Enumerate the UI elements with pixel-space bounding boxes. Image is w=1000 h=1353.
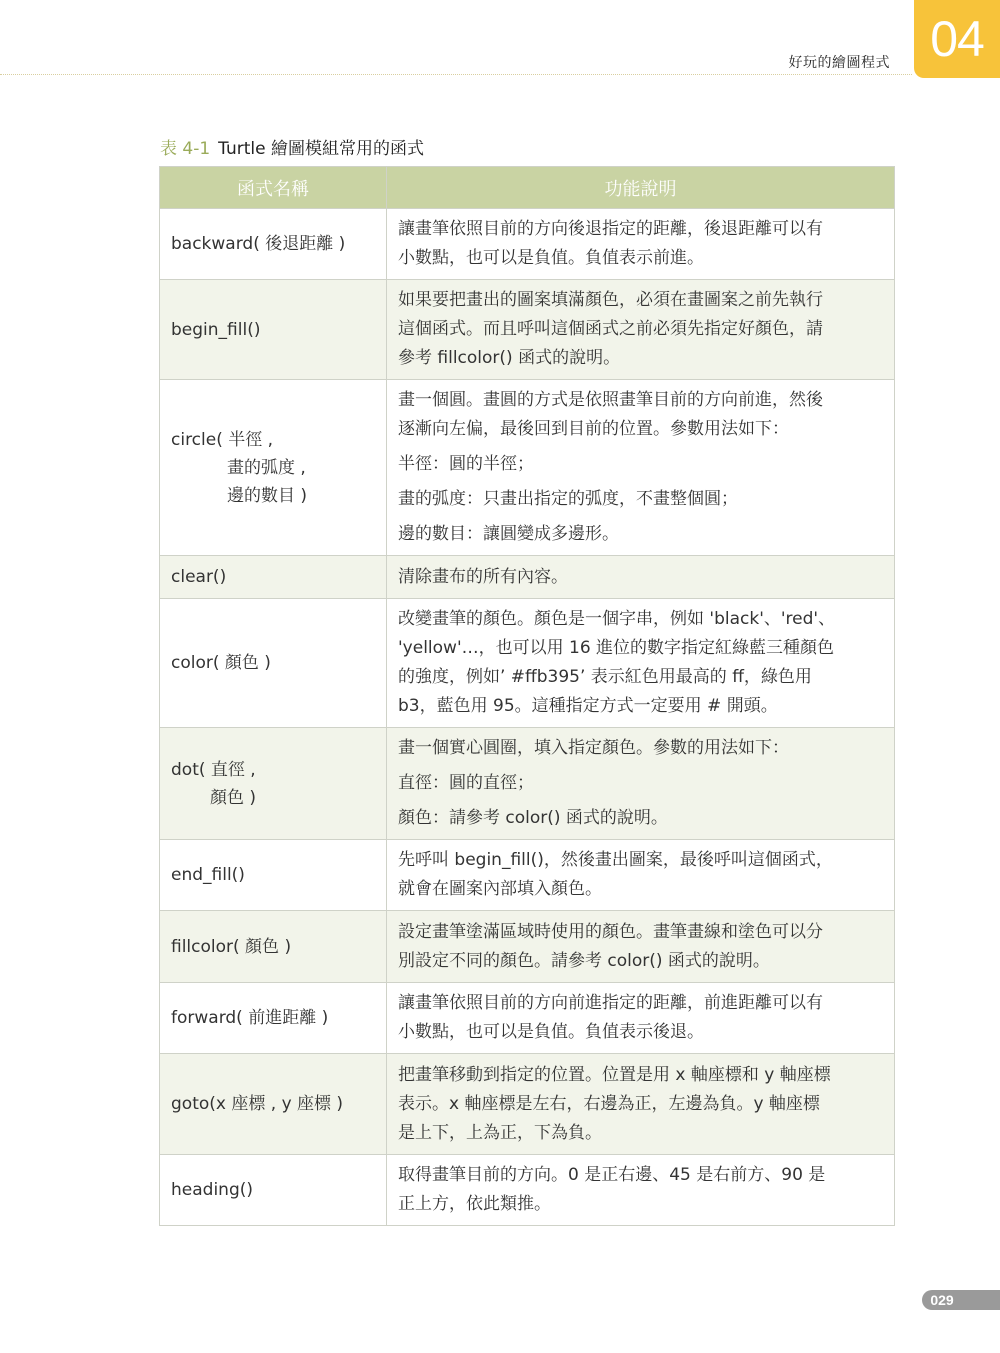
function-name: clear() xyxy=(171,567,227,587)
description-line: 讓畫筆依照目前的方向前進指定的距離，前進距離可以有 xyxy=(398,993,823,1013)
function-name: heading() xyxy=(171,1180,253,1200)
function-description-cell xyxy=(387,1054,895,1155)
table-row xyxy=(160,983,895,1054)
description-line: b3，藍色用 95。這種指定方式一定要用 # 開頭。 xyxy=(398,696,778,716)
function-description-cell xyxy=(387,280,895,380)
table-caption-title: Turtle 繪圖模組常用的函式 xyxy=(218,139,424,159)
description-line: 清除畫布的所有內容。 xyxy=(398,566,568,587)
description-line: 'yellow'…，也可以用 16 進位的數字指定紅綠藍三種顏色 xyxy=(398,638,835,658)
description-line: 畫一個實心圓圈，填入指定顏色。參數的用法如下： xyxy=(398,738,789,758)
header-divider xyxy=(0,74,912,75)
function-name-cell xyxy=(160,1155,387,1226)
description-line: 是上下，上為正，下為負。 xyxy=(398,1122,602,1143)
table-row xyxy=(160,728,895,840)
description-line: 正上方，依此類推。 xyxy=(398,1194,551,1214)
description-line: 別設定不同的顏色。請參考 color() 函式的說明。 xyxy=(398,950,770,971)
function-param: 顏色 ) xyxy=(210,787,257,808)
description-line: 就會在圖案內部填入顏色。 xyxy=(398,879,602,899)
function-name: dot( 直徑 , xyxy=(171,759,256,780)
function-name-cell xyxy=(160,556,387,599)
description-line: 顏色：請參考 color() 函式的說明。 xyxy=(398,808,668,828)
function-name: forward( 前進距離 ) xyxy=(171,1008,329,1028)
table-row xyxy=(160,599,895,728)
page-number: 029 xyxy=(930,1292,954,1308)
function-description-cell xyxy=(387,911,895,983)
function-name: color( 顏色 ) xyxy=(171,653,271,673)
chapter-number-badge: 04 xyxy=(914,0,1000,78)
description-line: 畫一個圓。畫圓的方式是依照畫筆目前的方向前進，然後 xyxy=(398,390,823,410)
description-line: 改變畫筆的顏色。顏色是一個字串，例如 'black'、'red'、 xyxy=(398,609,836,629)
description-line: 表示。x 軸座標是左右，右邊為正，左邊為負。y 軸座標 xyxy=(398,1093,820,1114)
function-description-cell xyxy=(387,983,895,1054)
table-row xyxy=(160,280,895,380)
page-number-tab xyxy=(922,1290,1000,1310)
table-caption-number: 表 4-1 xyxy=(160,139,211,159)
table-row xyxy=(160,209,895,280)
function-name-cell xyxy=(160,983,387,1054)
function-name: end_fill() xyxy=(171,865,245,885)
function-name-cell xyxy=(160,1054,387,1155)
function-name-cell xyxy=(160,280,387,380)
function-description-cell xyxy=(387,1155,895,1226)
description-line: 取得畫筆目前的方向。0 是正右邊、45 是右前方、90 是 xyxy=(398,1165,826,1185)
description-line: 的強度，例如’ #ffb395’ 表示紅色用最高的 ff，綠色用 xyxy=(398,667,812,687)
function-name-cell xyxy=(160,840,387,911)
table-row xyxy=(160,911,895,983)
description-line: 小數點，也可以是負值。負值表示後退。 xyxy=(398,1022,704,1042)
description-line: 如果要把畫出的圖案填滿顏色，必須在畫圖案之前先執行 xyxy=(398,290,823,310)
table-row xyxy=(160,380,895,556)
description-line: 半徑：圓的半徑； xyxy=(398,454,534,474)
function-param: 畫的弧度 , xyxy=(227,457,306,478)
function-description-cell xyxy=(387,380,895,556)
description-line: 小數點，也可以是負值。負值表示前進。 xyxy=(398,248,704,268)
function-name: goto(x 座標 , y 座標 ) xyxy=(171,1094,344,1114)
description-line: 讓畫筆依照目前的方向後退指定的距離，後退距離可以有 xyxy=(398,219,823,239)
chapter-title: 好玩的繪圖程式 xyxy=(788,55,890,71)
table-row xyxy=(160,1155,895,1226)
function-name: circle( 半徑 , xyxy=(171,429,274,450)
description-line: 邊的數目：讓圓變成多邊形。 xyxy=(398,524,619,544)
description-line: 這個函式。而且呼叫這個函式之前必須先指定好顏色，請 xyxy=(398,319,823,339)
table-row xyxy=(160,556,895,599)
table-caption xyxy=(160,134,424,159)
table-row xyxy=(160,1054,895,1155)
function-name: backward( 後退距離 ) xyxy=(171,234,346,254)
function-name: begin_fill() xyxy=(171,319,261,340)
function-param: 邊的數目 ) xyxy=(227,485,308,506)
header-function-name: 函式名稱 xyxy=(160,167,387,209)
function-name-cell xyxy=(160,728,387,840)
function-name-cell xyxy=(160,911,387,983)
table-header-row xyxy=(160,167,895,209)
function-description-cell xyxy=(387,209,895,280)
function-description-cell xyxy=(387,599,895,728)
function-name-cell xyxy=(160,599,387,728)
function-name: fillcolor( 顏色 ) xyxy=(171,936,292,957)
table-row xyxy=(160,840,895,911)
function-description-cell xyxy=(387,556,895,599)
description-line: 先呼叫 begin_fill()，然後畫出圖案，最後呼叫這個函式， xyxy=(398,850,833,870)
description-line: 畫的弧度：只畫出指定的弧度，不畫整個圓； xyxy=(398,489,738,509)
function-name-cell xyxy=(160,209,387,280)
header-function-description: 功能說明 xyxy=(387,167,895,209)
function-description-cell xyxy=(387,840,895,911)
function-table xyxy=(159,166,895,1226)
description-line: 把畫筆移動到指定的位置。位置是用 x 軸座標和 y 軸座標 xyxy=(398,1064,831,1085)
function-name-cell xyxy=(160,380,387,556)
description-line: 設定畫筆塗滿區域時使用的顏色。畫筆畫線和塗色可以分 xyxy=(398,921,823,942)
description-line: 逐漸向左偏，最後回到目前的位置。參數用法如下： xyxy=(398,419,789,439)
description-line: 直徑：圓的直徑； xyxy=(398,773,534,793)
description-line: 參考 fillcolor() 函式的說明。 xyxy=(398,348,621,368)
function-description-cell xyxy=(387,728,895,840)
